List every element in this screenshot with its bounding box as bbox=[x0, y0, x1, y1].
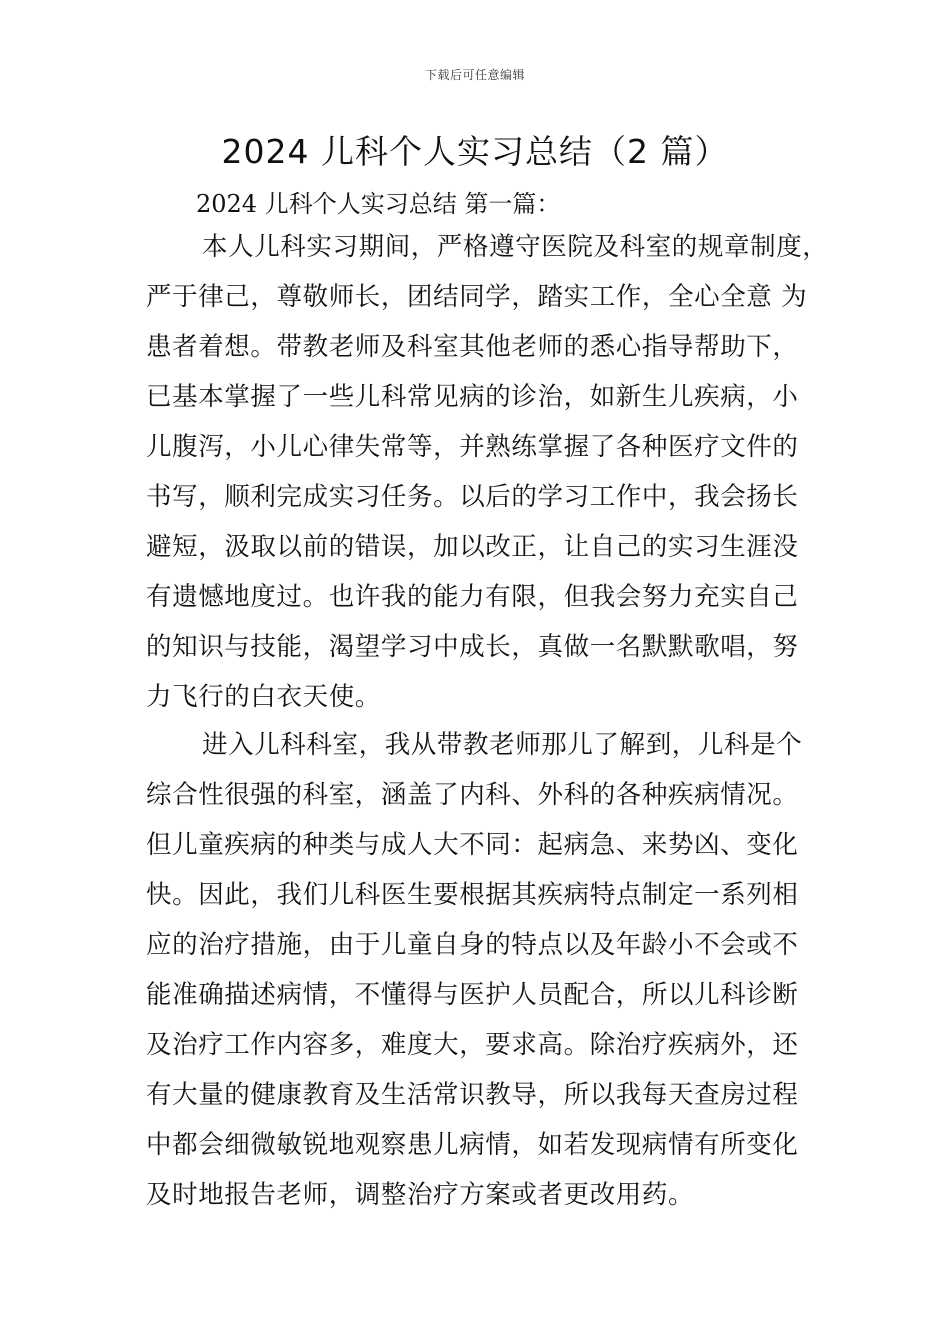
section-subtitle: 2024 儿科个人实习总结 第一篇： bbox=[196, 190, 561, 218]
paragraph-line: 本人儿科实习期间，严格遵守医院及科室的规章制度， bbox=[202, 232, 829, 262]
paragraph-line: 已基本掌握了一些儿科常见病的诊治，如新生儿疾病，小 bbox=[146, 382, 799, 412]
paragraph-line: 能准确描述病情，不懂得与医护人员配合，所以儿科诊断 bbox=[146, 980, 799, 1010]
paragraph-line: 进入儿科科室，我从带教老师那儿了解到，儿科是个 bbox=[202, 730, 803, 760]
paragraph-line: 但儿童疾病的种类与成人大不同：起病急、来势凶、变化 bbox=[146, 830, 799, 860]
paragraph-line: 儿腹泻，小儿心律失常等，并熟练掌握了各种医疗文件的 bbox=[146, 432, 799, 462]
paragraph-line: 中都会细微敏锐地观察患儿病情，如若发现病情有所变化 bbox=[146, 1130, 799, 1160]
paragraph-line: 应的治疗措施，由于儿童自身的特点以及年龄小不会或不 bbox=[146, 930, 799, 960]
paragraph-line: 力飞行的白衣天使。 bbox=[146, 682, 381, 712]
paragraph-line: 及治疗工作内容多，难度大，要求高。除治疗疾病外，还 bbox=[146, 1030, 799, 1060]
paragraph-line: 严于律己，尊敬师长，团结同学，踏实工作，全心全意 为 bbox=[146, 282, 808, 312]
paragraph-line: 有大量的健康教育及生活常识教导，所以我每天查房过程 bbox=[146, 1080, 799, 1110]
paragraph-line: 的知识与技能，渴望学习中成长，真做一名默默歌唱，努 bbox=[146, 632, 799, 662]
header-note: 下载后可任意编辑 bbox=[424, 68, 525, 82]
paragraph-line: 综合性很强的科室，涵盖了内科、外科的各种疾病情况。 bbox=[146, 780, 799, 810]
paragraph-line: 快。因此，我们儿科医生要根据其疾病特点制定一系列相 bbox=[146, 880, 799, 910]
paragraph-line: 及时地报告老师，调整治疗方案或者更改用药。 bbox=[146, 1180, 695, 1210]
paragraph-1 bbox=[146, 222, 836, 722]
paragraph-line: 避短，汲取以前的错误，加以改正，让自己的实习生涯没 bbox=[146, 532, 799, 562]
paragraph-line: 患者着想。带教老师及科室其他老师的悉心指导帮助下， bbox=[146, 332, 799, 362]
document-title: 2024 儿科个人实习总结（2 篇） bbox=[221, 132, 729, 171]
paragraph-line: 有遗憾地度过。也许我的能力有限，但我会努力充实自己 bbox=[146, 582, 799, 612]
paragraph-line: 书写，顺利完成实习任务。以后的学习工作中，我会扬长 bbox=[146, 482, 799, 512]
paragraph-2 bbox=[146, 720, 836, 1220]
